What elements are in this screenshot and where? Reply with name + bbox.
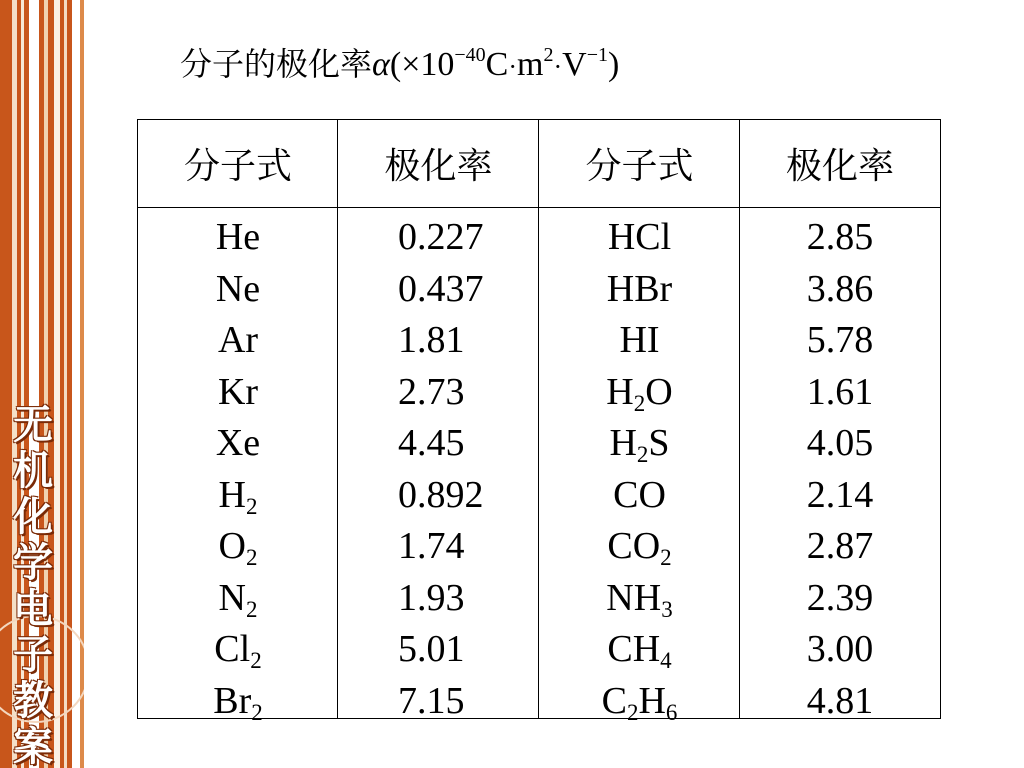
formula-text: HI — [619, 319, 660, 361]
formula-cell — [539, 521, 740, 573]
formula-text: C — [601, 679, 627, 722]
formula-subscript: 2 — [245, 545, 258, 570]
value-cell: 4.81 — [806, 679, 874, 722]
formula-text: H — [606, 370, 634, 413]
unit-dot: · — [553, 52, 563, 81]
formula-text: H — [609, 422, 637, 464]
value-cell: 3.00 — [806, 628, 874, 670]
decorative-sidebar — [0, 0, 84, 768]
value-cell: 2.39 — [806, 576, 874, 619]
formula-cell — [539, 470, 740, 522]
value-cell: 1.81 — [398, 319, 465, 361]
value-cell: 5.01 — [398, 628, 465, 670]
formula-text: S — [648, 422, 670, 464]
volt-exponent: −1 — [586, 44, 608, 66]
formula-text: He — [215, 216, 261, 258]
formula-cell — [539, 315, 740, 367]
value-cell: 3.86 — [806, 267, 874, 310]
formula-text: Ar — [217, 319, 259, 361]
formula-text: O — [218, 525, 246, 567]
value-cell: 1.93 — [398, 576, 465, 619]
formula-text: Xe — [215, 422, 261, 464]
formula-subscript: 4 — [660, 648, 672, 673]
formula-text: O — [645, 370, 673, 413]
formula-cell — [138, 315, 338, 367]
formula-text: Cl — [214, 628, 251, 670]
formula-text: Br — [213, 679, 252, 722]
header-polarizability-2: 极化率 — [785, 146, 894, 187]
value-cell: 5.78 — [806, 319, 874, 361]
formula-text: CO — [607, 525, 661, 567]
formula-cell — [138, 470, 338, 522]
formula-subscript: 6 — [665, 699, 678, 725]
value-cell: 4.45 — [398, 422, 465, 464]
polarizability-column-2 — [740, 212, 940, 727]
formula-cell — [138, 676, 338, 728]
formula-cell — [539, 367, 740, 419]
value-cell: 1.61 — [806, 370, 874, 413]
formula-cell — [138, 367, 338, 419]
formula-text: HBr — [606, 267, 673, 310]
formula-text: H — [218, 473, 246, 516]
value-cell: 2.73 — [398, 370, 465, 413]
formula-cell — [539, 212, 740, 264]
formula-cell — [138, 573, 338, 625]
formula-text: N — [218, 576, 246, 619]
sidebar-title-char: 教 — [13, 678, 53, 724]
sidebar-title-char: 化 — [13, 494, 53, 540]
value-cell: 0.892 — [398, 473, 484, 516]
unit-base: 10 — [420, 46, 455, 83]
unit-volt: V — [562, 46, 587, 83]
value-cell: 2.85 — [806, 216, 874, 258]
unit-dot: · — [508, 52, 518, 81]
sidebar-title — [6, 402, 60, 768]
formula-cell — [138, 212, 338, 264]
formula-text: NH — [606, 576, 662, 619]
value-cell: 7.15 — [398, 679, 465, 722]
unit-coulomb: C — [485, 46, 509, 83]
formula-cell — [539, 624, 740, 676]
value-cell: 4.05 — [806, 422, 874, 464]
unit-exponent: −40 — [454, 44, 486, 66]
polarizability-symbol: α — [372, 46, 390, 83]
formula-column-1 — [138, 212, 338, 727]
formula-text: CO — [613, 473, 666, 516]
formula-subscript: 3 — [661, 596, 673, 622]
sidebar-title-char: 无 — [13, 402, 53, 448]
unit-meter: m — [517, 46, 544, 83]
formula-subscript: 2 — [660, 545, 672, 570]
header-polarizability-1: 极化率 — [384, 146, 493, 187]
formula-cell — [539, 264, 740, 316]
sidebar-title-char: 学 — [13, 540, 53, 586]
header-formula-2: 分子式 — [585, 146, 694, 187]
value-cell: 1.74 — [398, 525, 465, 567]
header-formula-1: 分子式 — [183, 146, 292, 187]
sidebar-title-char: 机 — [13, 448, 53, 494]
formula-cell — [539, 418, 740, 470]
formula-subscript: 2 — [251, 699, 263, 725]
title-close-paren: ) — [608, 46, 620, 83]
sidebar-title-char: 案 — [13, 724, 53, 768]
title-label: 分子的极化率 — [180, 45, 373, 83]
formula-cell — [138, 418, 338, 470]
formula-text: H — [638, 679, 666, 722]
formula-subscript: 2 — [636, 442, 649, 467]
header-divider — [138, 207, 940, 208]
polarizability-column-1 — [398, 212, 538, 727]
title-open-paren: ( — [389, 46, 402, 83]
value-cell: 2.14 — [806, 473, 874, 516]
value-cell: 0.227 — [398, 216, 484, 258]
times-sign: × — [401, 46, 421, 83]
formula-cell — [138, 521, 338, 573]
formula-text: Ne — [215, 267, 261, 310]
formula-cell — [138, 624, 338, 676]
page-title — [180, 42, 619, 89]
formula-text: HCl — [607, 216, 672, 258]
value-cell: 2.87 — [806, 525, 874, 567]
formula-subscript: 2 — [245, 493, 258, 519]
formula-cell — [539, 676, 740, 728]
sidebar-title-char: 电 — [13, 586, 53, 632]
polarizability-table — [137, 119, 941, 725]
formula-column-2 — [539, 212, 740, 727]
meter-exponent: 2 — [543, 44, 554, 66]
formula-subscript: 2 — [633, 390, 646, 416]
value-cell: 0.437 — [398, 267, 484, 310]
formula-text: Kr — [217, 370, 259, 413]
formula-subscript: 2 — [245, 596, 258, 622]
formula-text: CH — [607, 628, 661, 670]
formula-cell — [138, 264, 338, 316]
formula-subscript: 2 — [626, 699, 639, 725]
formula-subscript: 2 — [250, 648, 262, 673]
sidebar-title-char: 子 — [13, 632, 53, 678]
formula-cell — [539, 573, 740, 625]
